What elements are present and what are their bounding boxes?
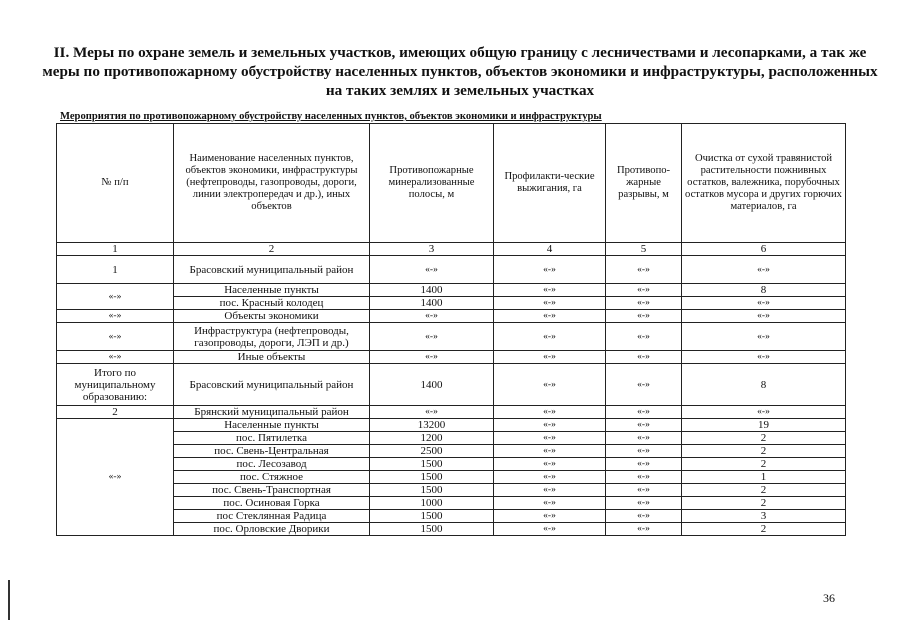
cell-cleaning: «-» [682,310,846,323]
cell-ditto: «-» [494,523,606,536]
column-number: 1 [57,243,174,256]
cell-ditto: «-» [606,484,682,497]
row-number: «-» [57,351,174,364]
row-name: пос. Осиновая Горка [174,497,370,510]
cell-cleaning: 2 [682,445,846,458]
cell-cleaning: «-» [682,323,846,351]
column-number: 4 [494,243,606,256]
cell-ditto: «-» [494,323,606,351]
header-object-name: Наименование населенных пунктов, объектов экономики, инфраструктуры (нефтепроводы, газопроводы, дороги, линии электропередач и др.), иных объектов [174,124,370,243]
total-row [57,364,846,406]
cell-ditto: «-» [606,256,682,284]
cell-ditto: «-» [494,310,606,323]
table-row [57,510,846,523]
cell-ditto: «-» [494,471,606,484]
table-row [57,523,846,536]
cell-ditto: «-» [494,497,606,510]
cell-cleaning: 3 [682,510,846,523]
page-number: 36 [823,591,835,605]
column-number: 3 [370,243,494,256]
table-row [57,310,846,323]
measures-table [56,123,846,536]
cell-mineral-strips: 1400 [370,364,494,406]
cell-ditto: «-» [682,406,846,419]
cell-mineral-strips: 1500 [370,523,494,536]
table-row [57,419,846,432]
cell-cleaning: 19 [682,419,846,432]
cell-ditto: «-» [606,323,682,351]
row-name: пос. Свень-Центральная [174,445,370,458]
row-name: Иные объекты [174,351,370,364]
cell-ditto: «-» [606,523,682,536]
cell-cleaning: 8 [682,284,846,297]
row-name: Населенные пункты [174,419,370,432]
cell-ditto: «-» [606,310,682,323]
cell-mineral-strips: 1200 [370,432,494,445]
cell-ditto: «-» [606,364,682,406]
column-number: 2 [174,243,370,256]
table-row [57,406,846,419]
cell-ditto: «-» [494,484,606,497]
table-row [57,497,846,510]
cell-cleaning: «-» [682,297,846,310]
cell-ditto: «-» [606,297,682,310]
row-number: 1 [57,256,174,284]
row-number: 2 [57,406,174,419]
cell-ditto: «-» [494,419,606,432]
cell-mineral-strips: 1500 [370,510,494,523]
row-name: Объекты экономики [174,310,370,323]
cell-ditto: «-» [494,458,606,471]
row-name: Брасовский муниципальный район [174,256,370,284]
cell-cleaning: 2 [682,484,846,497]
row-name: пос. Пятилетка [174,432,370,445]
cell-ditto: «-» [606,351,682,364]
cell-mineral-strips: 13200 [370,419,494,432]
cell-mineral-strips: «-» [370,323,494,351]
cell-mineral-strips: «-» [370,351,494,364]
cell-ditto: «-» [494,351,606,364]
row-name: пос. Красный колодец [174,297,370,310]
row-name: пос Стеклянная Радица [174,510,370,523]
cell-cleaning: 2 [682,523,846,536]
cell-ditto: «-» [606,432,682,445]
cell-ditto: «-» [494,510,606,523]
column-numbers-row [57,243,846,256]
cell-mineral-strips: 2500 [370,445,494,458]
row-number: «-» [57,419,174,536]
column-number: 6 [682,243,846,256]
cell-ditto: «-» [494,284,606,297]
cell-ditto: «-» [370,256,494,284]
cell-ditto: «-» [606,284,682,297]
cell-ditto: «-» [494,256,606,284]
cell-cleaning: 2 [682,432,846,445]
table-row [57,256,846,284]
cell-ditto: «-» [494,297,606,310]
row-name: пос. Орловские Дворики [174,523,370,536]
row-name: пос. Стяжное [174,471,370,484]
table-row [57,484,846,497]
cell-mineral-strips: «-» [370,310,494,323]
header-prophylactic-burning: Профилакти-ческие выжигания, га [494,124,606,243]
cell-ditto: «-» [494,406,606,419]
cell-ditto: «-» [370,406,494,419]
row-number: «-» [57,323,174,351]
cell-ditto: «-» [606,458,682,471]
table-header-row [57,124,846,243]
cell-ditto: «-» [606,406,682,419]
header-number: № п/п [57,124,174,243]
cell-ditto: «-» [606,419,682,432]
table-row [57,445,846,458]
table-row [57,297,846,310]
cell-mineral-strips: 1400 [370,284,494,297]
cell-mineral-strips: 1500 [370,471,494,484]
scan-edge-mark [8,580,10,620]
cell-ditto: «-» [606,471,682,484]
cell-ditto: «-» [494,364,606,406]
cell-cleaning: 2 [682,497,846,510]
table-row [57,284,846,297]
row-name: Брянский муниципальный район [174,406,370,419]
table-row [57,432,846,445]
header-mineral-strips: Противопожарные минерализованные полосы, м [370,124,494,243]
cell-cleaning: 1 [682,471,846,484]
table-row [57,471,846,484]
cell-cleaning: 8 [682,364,846,406]
column-number: 5 [606,243,682,256]
cell-ditto: «-» [682,256,846,284]
table-row [57,323,846,351]
cell-mineral-strips: 1500 [370,484,494,497]
document-title: II. Меры по охране земель и земельных участков, имеющих общую границу с лесничествами и лесопарками, а так же меры по противопожарному обустройству населенных пунктов, объектов экономики и инфраструктуры, расположенных на таких землях и земельных участках [42,44,878,99]
cell-mineral-strips: 1500 [370,458,494,471]
cell-cleaning: 2 [682,458,846,471]
row-name: Инфраструктура (нефтепроводы, газопроводы, дороги, ЛЭП и др.) [174,323,370,351]
cell-cleaning: «-» [682,351,846,364]
cell-ditto: «-» [494,432,606,445]
row-number: «-» [57,310,174,323]
row-name: Брасовский муниципальный район [174,364,370,406]
cell-ditto: «-» [606,445,682,458]
table-subtitle: Мероприятия по противопожарному обустройству населенных пунктов, объектов экономики и инфраструктуры [60,111,602,122]
row-name: пос. Лесозавод [174,458,370,471]
row-number: «-» [57,284,174,310]
row-name: пос. Свень-Транспортная [174,484,370,497]
cell-mineral-strips: 1400 [370,297,494,310]
cell-ditto: «-» [494,445,606,458]
total-label: Итого по муниципальному образованию: [57,364,174,406]
table-row [57,458,846,471]
table-row [57,351,846,364]
cell-ditto: «-» [606,497,682,510]
cell-ditto: «-» [606,510,682,523]
header-fire-breaks: Противопо-жарные разрывы, м [606,124,682,243]
header-cleaning: Очистка от сухой травянистой растительности пожнивных остатков, валежника, порубочных остатков мусора и других горючих материалов, га [682,124,846,243]
row-name: Населенные пункты [174,284,370,297]
cell-mineral-strips: 1000 [370,497,494,510]
